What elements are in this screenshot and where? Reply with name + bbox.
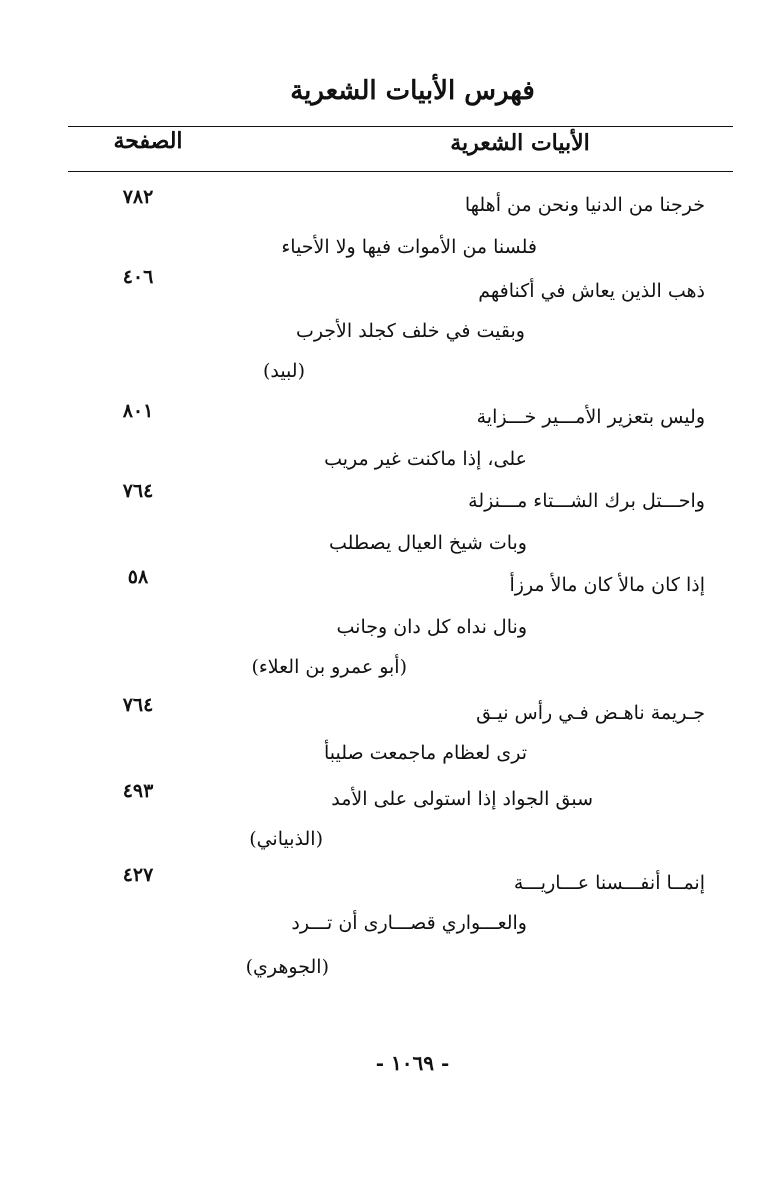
verse-first-half: جـريمة ناهـض فـي رأس نيـق bbox=[476, 702, 705, 724]
page-number: ٧٨٢ bbox=[122, 186, 154, 208]
page-title: فهرس الأبيات الشعرية bbox=[290, 76, 535, 106]
verse-second-half: ترى لعظام ماجمعت صليبأ bbox=[323, 742, 527, 764]
page-number: ٤٢٧ bbox=[122, 864, 154, 886]
verse-first-half: إنمــا أنفـــسنا عـــاريـــة bbox=[513, 872, 705, 894]
page-number: ٨٠١ bbox=[122, 400, 154, 422]
page-number: ٤٩٣ bbox=[122, 780, 154, 802]
verse-second-half: ونال نداه كل دان وجانب bbox=[336, 616, 527, 638]
verse-second-half: والعـــواري قصـــارى أن تـــرد bbox=[291, 912, 527, 934]
verse-first-half: واحـــتل برك الشـــتاء مـــنزلة bbox=[468, 490, 705, 512]
verse-second-half: وبقيت في خلف كجلد الأجرب bbox=[295, 320, 525, 342]
poet-name: (أبو عمرو بن العلاء) bbox=[251, 656, 407, 678]
column-header-page: الصفحة bbox=[113, 128, 183, 154]
column-header-verses: الأبيات الشعرية bbox=[450, 130, 590, 156]
page-number: ٤٠٦ bbox=[122, 266, 154, 288]
verse-second-half: وبات شيخ العيال يصطلب bbox=[328, 532, 527, 554]
header-bottom-rule bbox=[68, 171, 733, 172]
poet-name: (لبيد) bbox=[262, 360, 305, 382]
verse-first-half: وليس بتعزير الأمـــير خـــزاية bbox=[476, 406, 705, 428]
header-top-rule bbox=[68, 126, 733, 127]
poet-name: (الذبياني) bbox=[249, 828, 323, 850]
verse-first-half: إذا كان مالأ كان مالأ مرزأ bbox=[509, 574, 705, 596]
poet-name: (الجوهري) bbox=[245, 956, 329, 978]
page-footer-number: - ١٠٦٩ - bbox=[375, 1051, 450, 1075]
verse-first-half: خرجنا من الدنيا ونحن من أهلها bbox=[464, 194, 705, 216]
verse-first-half: ذهب الذين يعاش في أكنافهم bbox=[478, 280, 705, 302]
page-number: ٧٦٤ bbox=[122, 694, 154, 716]
page-number: ٧٦٤ bbox=[122, 480, 154, 502]
verse-second-half: على، إذا ماكنت غير مريب bbox=[324, 448, 527, 470]
page-number: ٥٨ bbox=[127, 566, 149, 588]
verse-second-half: فلسنا من الأموات فيها ولا الأحياء bbox=[281, 236, 537, 258]
verse-full-line: سبق الجواد إذا استولى على الأمد bbox=[331, 788, 593, 810]
